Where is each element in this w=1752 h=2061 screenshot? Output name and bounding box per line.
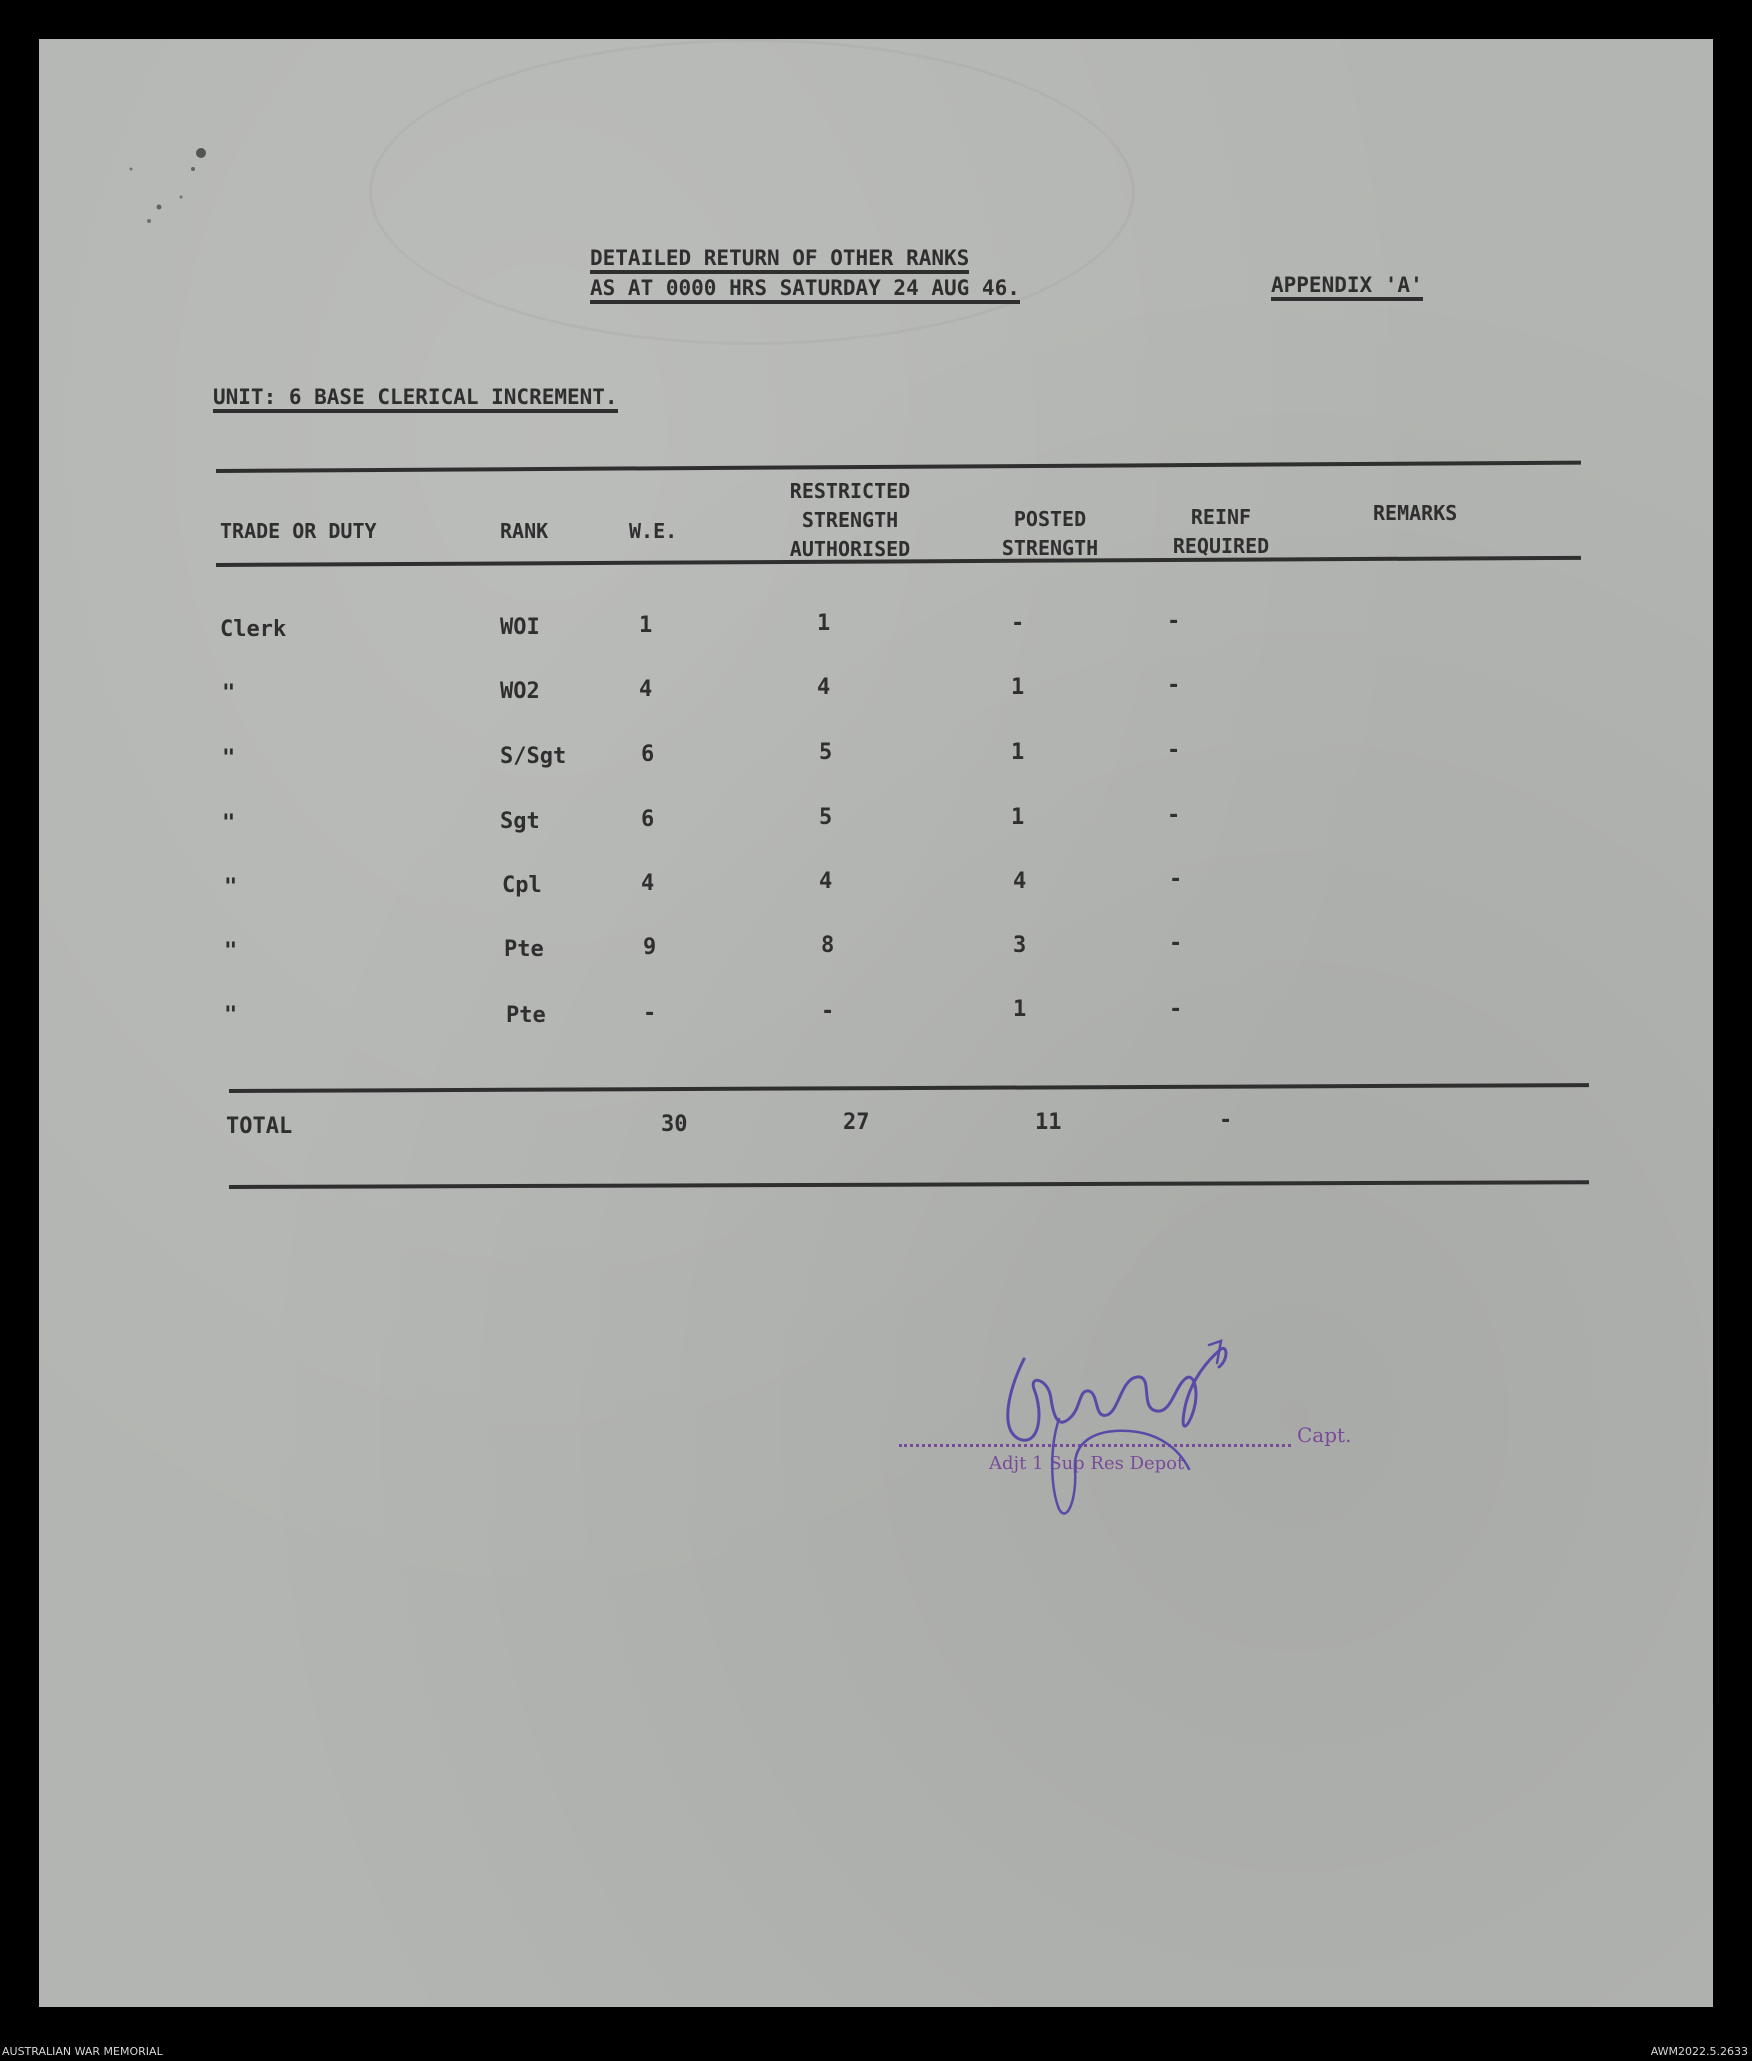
cell-restricted: 8 [821, 933, 835, 958]
header-posted-strength [975, 505, 1125, 563]
cell-rank: Sgt [500, 809, 540, 834]
signature-block [899, 1319, 1419, 1589]
unit-heading [213, 385, 618, 413]
unit-text: UNIT: 6 BASE CLERICAL INCREMENT. [213, 386, 618, 413]
header-remarks: REMARKS [1373, 501, 1458, 525]
header-we: W.E. [629, 519, 678, 543]
cell-reinf: - [1167, 609, 1181, 634]
total-posted: 11 [1035, 1110, 1062, 1135]
header-trade-or-duty: TRADE OR DUTY [220, 519, 377, 543]
header-posted-line-2: STRENGTH [1001, 536, 1099, 560]
cell-rank: S/Sgt [500, 744, 567, 769]
cell-reinf: - [1167, 738, 1181, 763]
cell-we: 4 [641, 871, 655, 896]
cell-trade: " [222, 746, 236, 771]
signature-rank: Capt. [1297, 1423, 1352, 1447]
header-restricted-line-1: RESTRICTED [789, 479, 911, 503]
cell-restricted: 4 [817, 675, 831, 700]
cell-trade: " [222, 811, 236, 836]
cell-trade: " [224, 939, 238, 964]
cell-posted: 3 [1013, 933, 1027, 958]
cell-posted: 1 [1011, 675, 1025, 700]
cell-posted: 1 [1011, 740, 1025, 765]
title-line-2: AS AT 0000 HRS SATURDAY 24 AUG 46. [590, 277, 1020, 304]
total-label: TOTAL [226, 1114, 293, 1139]
cell-posted: 4 [1013, 869, 1027, 894]
cell-trade: " [222, 681, 236, 706]
cell-restricted: 1 [817, 611, 831, 636]
cell-we: 9 [643, 935, 657, 960]
cell-we: 1 [639, 613, 653, 638]
total-restricted: 27 [843, 1110, 870, 1135]
faint-bleed-through [514, 79, 524, 109]
header-reinf-required [1151, 503, 1291, 561]
footer-institution: AUSTRALIAN WAR MEMORIAL [2, 2045, 163, 2058]
header-restricted-line-3: AUTHORISED [789, 537, 911, 561]
total-bottom-rule [229, 1180, 1589, 1189]
cell-trade: " [224, 1003, 238, 1028]
ink-specks [119, 99, 239, 239]
appendix-label [1271, 273, 1423, 301]
header-restricted-line-2: STRENGTH [801, 508, 899, 532]
cell-posted: 1 [1011, 805, 1025, 830]
cell-reinf: - [1167, 673, 1181, 698]
cell-rank: Pte [504, 937, 544, 962]
table-top-rule [216, 461, 1581, 473]
cell-restricted: 4 [819, 869, 833, 894]
cell-reinf: - [1169, 931, 1183, 956]
cell-restricted: 5 [819, 805, 833, 830]
header-reinf-line-2: REQUIRED [1172, 534, 1270, 558]
cell-restricted: - [821, 999, 835, 1024]
cell-rank: WOI [500, 615, 540, 640]
cell-rank: Pte [506, 1003, 546, 1028]
cell-reinf: - [1169, 867, 1183, 892]
total-top-rule [229, 1083, 1589, 1093]
footer-accession-number: AWM2022.5.2633 [1650, 2045, 1748, 2058]
cell-we: - [643, 1001, 657, 1026]
handwritten-signature [989, 1319, 1289, 1539]
document-page [39, 39, 1713, 2007]
cell-rank: Cpl [502, 873, 542, 898]
cell-reinf: - [1169, 997, 1183, 1022]
header-reinf-line-1: REINF [1190, 505, 1252, 529]
cell-restricted: 5 [819, 740, 833, 765]
cell-posted: - [1011, 611, 1025, 636]
total-we: 30 [661, 1112, 688, 1137]
cell-reinf: - [1167, 803, 1181, 828]
cell-trade: " [224, 875, 238, 900]
header-restricted-strength-authorised [765, 477, 935, 564]
cell-we: 4 [639, 677, 653, 702]
appendix-text: APPENDIX 'A' [1271, 274, 1423, 301]
cell-we: 6 [641, 742, 655, 767]
cell-we: 6 [641, 807, 655, 832]
header-rank: RANK [500, 519, 549, 543]
cell-rank: WO2 [500, 679, 540, 704]
document-title [590, 246, 1310, 304]
cell-trade: Clerk [220, 617, 287, 642]
cell-posted: 1 [1013, 997, 1027, 1022]
total-reinf: - [1219, 1108, 1233, 1133]
signature-appointment: Adjt 1 Sup Res Depot [989, 1453, 1185, 1474]
title-line-1: DETAILED RETURN OF OTHER RANKS [590, 247, 969, 274]
header-posted-line-1: POSTED [1013, 507, 1087, 531]
